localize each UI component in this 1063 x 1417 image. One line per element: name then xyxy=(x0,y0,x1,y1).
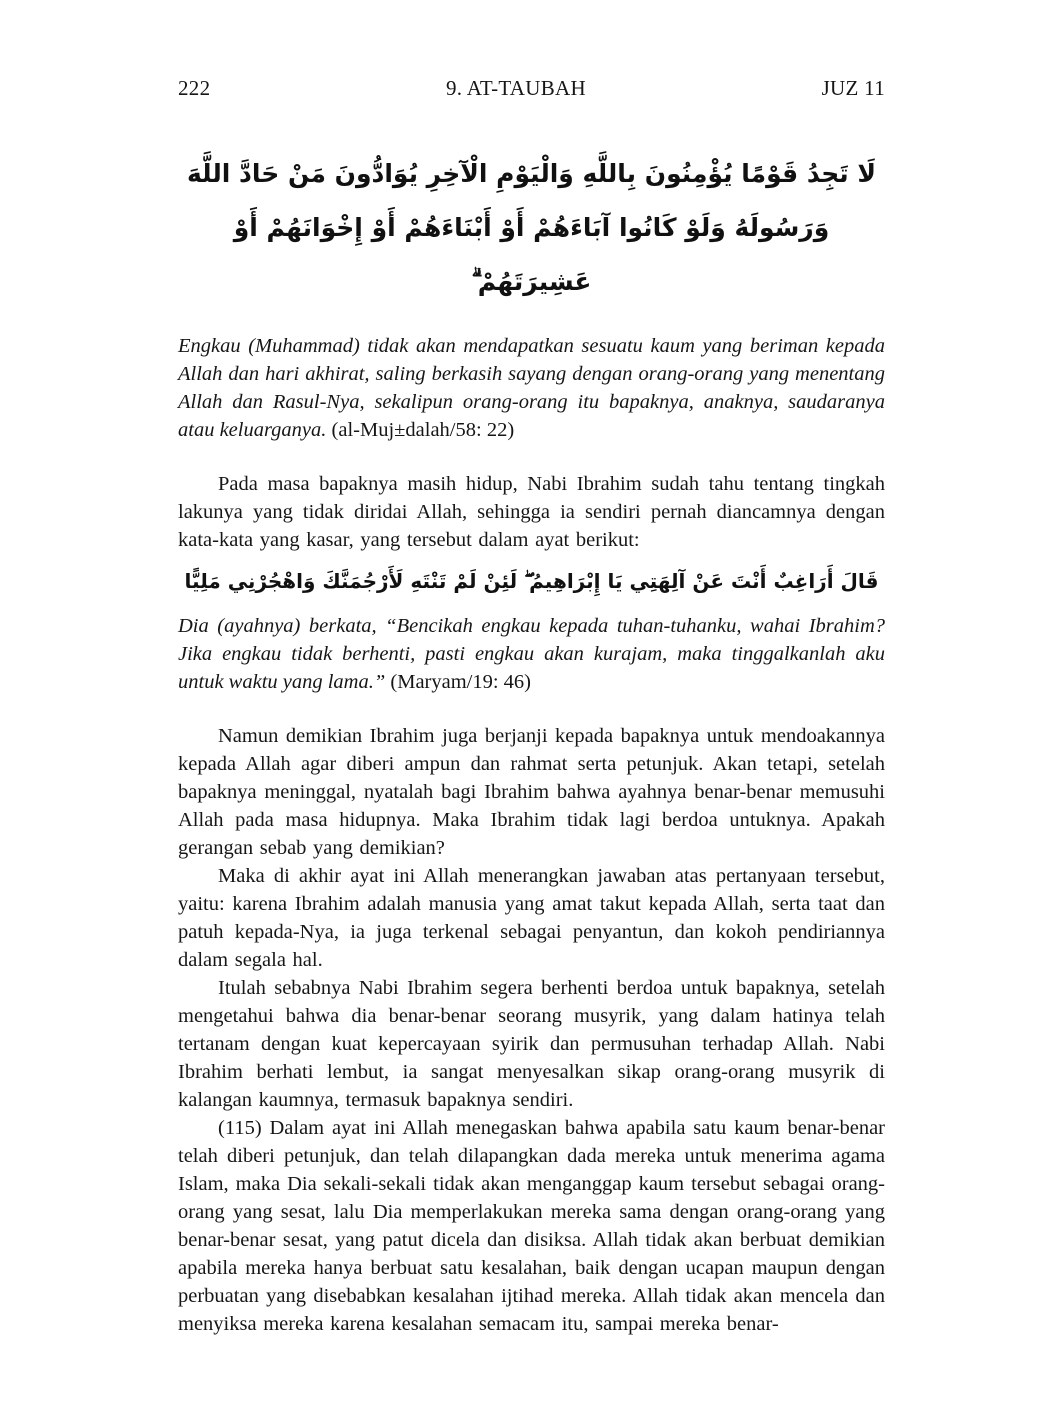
page-number: 222 xyxy=(178,76,211,100)
paragraph-ayat-115: (115) Dalam ayat ini Allah menegaskan bahwa apabila satu kaum benar-benar telah diberi petunjuk, dan telah dilapangkan dada mereka untuk menerima agama Islam, maka Dia sekali-sekali tidak akan menganggap kaum tersebut sebagai orang-orang yang sesat, lalu Dia memperlakukan mereka sama dengan orang-orang yang benar-benar sesat, yang patut dicela dan disiksa. Allah tidak akan berbuat demikian apabila mereka hanya berbuat satu kesalahan, baik dengan ucapan maupun dengan perbuatan yang disebabkan kesalahan ijtihad mereka. Allah tidak akan mencela dan menyiksa mereka karena kesalahan semacam itu, sampai mereka benar- xyxy=(178,1117,885,1336)
verse-reference-maryam: (Maryam/19: 46) xyxy=(390,671,532,694)
translation-al-mujadalah xyxy=(178,332,885,444)
paragraph-itulah-sebabnya: Itulah sebabnya Nabi Ibrahim segera berhenti berdoa untuk bapaknya, setelah mengetahui bahwa dia benar-benar seorang musyrik, yang dalam hatinya telah tertanam dengan kuat kepercayaan syirik dan permusuhan terhadap Allah. Nabi Ibrahim berhati lembut, ia sangat menyesalkan sikap orang-orang musyrik di kalangan kaumnya, termasuk bapaknya sendiri. xyxy=(178,977,885,1112)
translation-al-mujadalah-text: Engkau (Muhammad) tidak akan mendapatkan sesuatu kaum yang beriman kepada Allah dan hari akhirat, saling berkasih sayang dengan orang-orang yang menentang Allah dan Rasul-Nya, sekalipun orang-orang itu bapaknya, anaknya, saudaranya atau keluarganya. xyxy=(178,335,885,442)
translation-maryam xyxy=(178,612,885,696)
surah-title: 9. AT-TAUBAH xyxy=(445,76,586,100)
arabic-verse-maryam-19-46: قَالَ أَرَاغِبٌ أَنْتَ عَنْ آلِهَتِي يَا إِبْرَاهِيمُ ۖ لَئِنْ لَمْ تَنْتَهِ لَأَرْجُمَنَّكَ وَاهْجُرْنِي مَلِيًّا xyxy=(184,569,879,594)
paragraph-maka-di-akhir: Maka di akhir ayat ini Allah menerangkan jawaban atas pertanyaan tersebut, yaitu: karena Ibrahim adalah manusia yang amat takut kepada Allah, serta taat dan patuh kepada-Nya, ia juga terkenal sebagai penyantun, dan kokoh pendiriannya dalam segala hal. xyxy=(178,865,885,972)
verse-reference-al-mujadalah: (al-Muj±dalah/58: 22) xyxy=(331,419,515,442)
paragraph-namun-demikian: Namun demikian Ibrahim juga berjanji kepada bapaknya untuk mendoakannya kepada Allah agar diberi ampun dan rahmat serta petunjuk. Akan tetapi, setelah bapaknya meninggal, nyatalah bagi Ibrahim bahwa ayahnya benar-benar memusuhi Allah pada masa hidupnya. Maka Ibrahim tidak lagi berdoa untuknya. Apakah gerangan sebab yang demikian? xyxy=(178,725,885,860)
translation-maryam-text: Dia (ayahnya) berkata, “Bencikah engkau kepada tuhan-tuhanku, wahai Ibrahim? Jika engkau tidak berhenti, pasti engkau akan kurajam, maka tinggalkanlah aku untuk waktu yang lama.” xyxy=(178,615,885,694)
page-header xyxy=(178,76,885,101)
paragraph-intro-ibrahim: Pada masa bapaknya masih hidup, Nabi Ibrahim sudah tahu tentang tingkah lakunya yang tidak diridai Allah, sehingga ia sendiri pernah diancamnya dengan kata-kata yang kasar, yang tersebut dalam ayat berikut: xyxy=(178,473,885,552)
juz-label: JUZ 11 xyxy=(821,76,885,100)
arabic-verse-al-mujadalah-58-22: لَا تَجِدُ قَوْمًا يُؤْمِنُونَ بِاللَّهِ وَالْيَوْمِ الْآخِرِ يُوَادُّونَ مَنْ حَادَّ اللَّهَ وَرَسُولَهُ وَلَوْ كَانُوا آبَاءَهُمْ أَوْ أَبْنَاءَهُمْ أَوْ إِخْوَانَهُمْ أَوْ عَشِيرَتَهُمْ ۗ xyxy=(186,159,876,296)
